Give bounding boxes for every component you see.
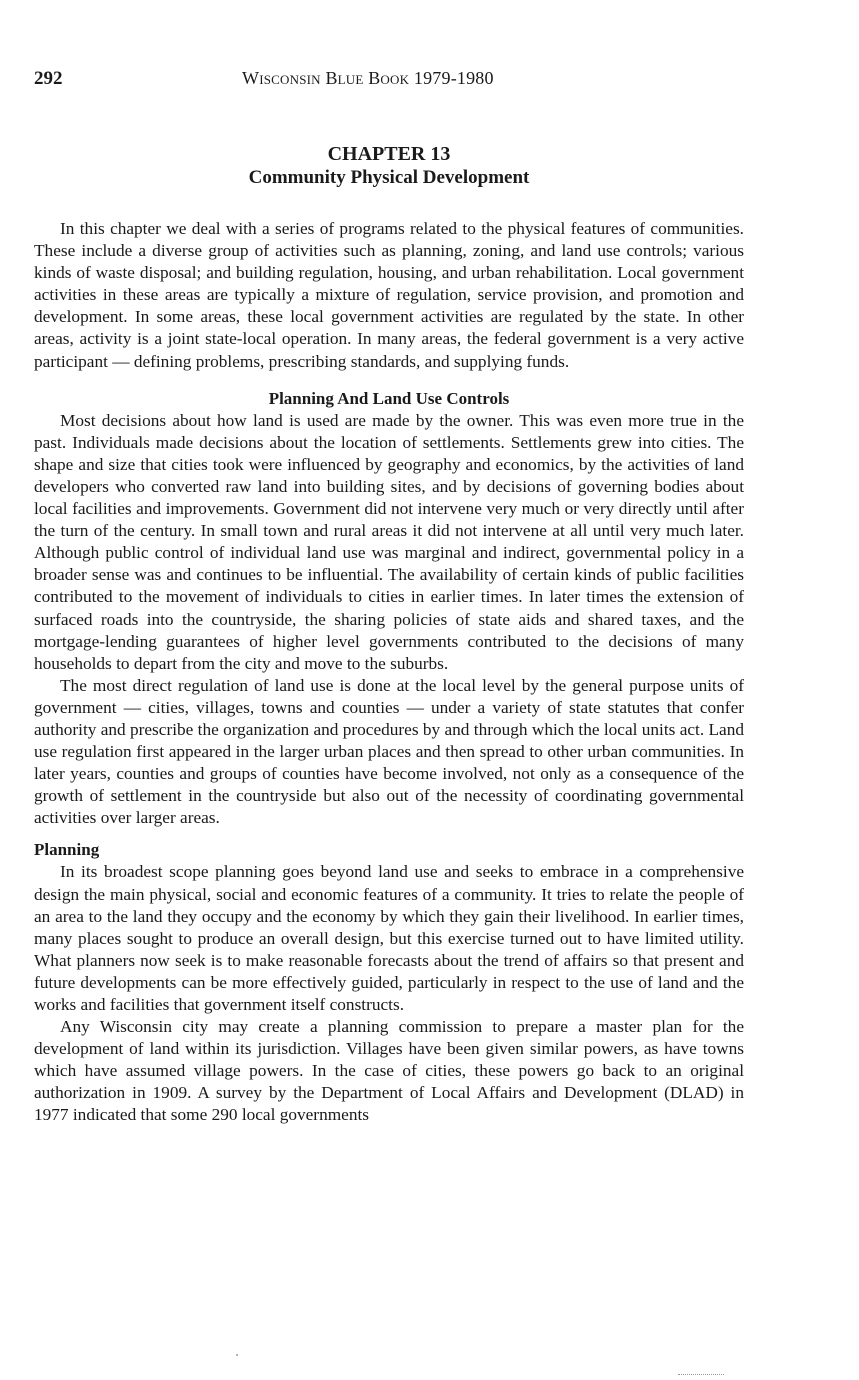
body-text: [34, 218, 744, 1127]
chapter-heading: [34, 143, 744, 189]
subsection-heading: Planning: [34, 840, 100, 860]
chapter-title: Community Physical Development: [248, 167, 530, 188]
intro-paragraph: In this chapter we deal with a series of programs related to the physical features of communities. These include a diverse group of activities such as planning, zoning, and land use controls; various kinds of waste disposal; and building regulation, housing, and urban rehabilitation. Local government activities in these areas are typically a mixture of regulation, service provision, and promotion and development. In some areas, these local government activities are regulated by the state. In other areas, activity is a joint state-local operation. In many areas, the federal government is a very active participant — defining problems, prescribing standards, and supplying funds.: [34, 219, 744, 371]
scan-speck: [236, 1354, 238, 1356]
subsection-paragraph: Any Wisconsin city may create a planning commission to prepare a master plan for the development of land within its jurisdiction. Villages have been given similar powers, as have towns which have assumed village powers. In the case of cities, these powers go back to an original authorization in 1909. A survey by the Department of Local Affairs and Development (DLAD) in 1977 indicated that some 290 local governments: [34, 1017, 744, 1125]
section-paragraph: The most direct regulation of land use is done at the local level by the general purpose units of government — cities, villages, towns and counties — under a variety of state statutes that confer authority and prescribe the organization and procedures by and through which the local units act. Land use regulation first appeared in the larger urban places and then spread to other urban communities. In later years, counties and groups of counties have become involved, not only as a consequence of the growth of settlement in the countryside but also out of the necessity of coordinating governmental activities over larger areas.: [34, 675, 744, 828]
section-heading: Planning And Land Use Controls: [268, 388, 510, 408]
chapter-number: CHAPTER 13: [327, 143, 451, 165]
book-title: Wisconsin Blue Book 1979-1980: [242, 68, 494, 88]
page-number: 292: [34, 68, 63, 89]
scan-mark: [678, 1374, 724, 1377]
running-head: [34, 68, 744, 92]
subsection-paragraph: In its broadest scope planning goes beyond land use and seeks to embrace in a comprehensive design the main physical, social and economic features of a community. It tries to relate the people of an area to the land they occupy and the economy by which they gain their livelihood. In earlier times, many places sought to produce an overall design, but this exercise turned out to have limited utility. What planners now seek is to make reasonable forecasts about the trend of affairs so that present and future developments can be more effectively guided, particularly in respect to the use of land and the works and facilities that government itself constructs.: [34, 862, 744, 1014]
section-paragraph: Most decisions about how land is used are made by the owner. This was even more true in the past. Individuals made decisions about the location of settlements. Settlements grew into cities. The shape and size that cities took were influenced by geography and economics, by the activities of land developers who converted raw land into building sites, and by decisions of governing bodies about local facilities and improvements. Government did not intervene very much or very directly until after the turn of the century. In small town and rural areas it did not intervene at all until very much later. Although public control of individual land use was marginal and indirect, governmental policy in a broader sense was and continues to be influential. The availability of certain kinds of public facilities contributed to the movement of individuals to cities in earlier times. In later times the extension of surfaced roads into the countryside, the sharing policies of state aids and shared taxes, and the mortgage-lending guarantees of higher level governments contributed to the decisions of many households to depart from the city and move to the suburbs.: [34, 410, 744, 673]
